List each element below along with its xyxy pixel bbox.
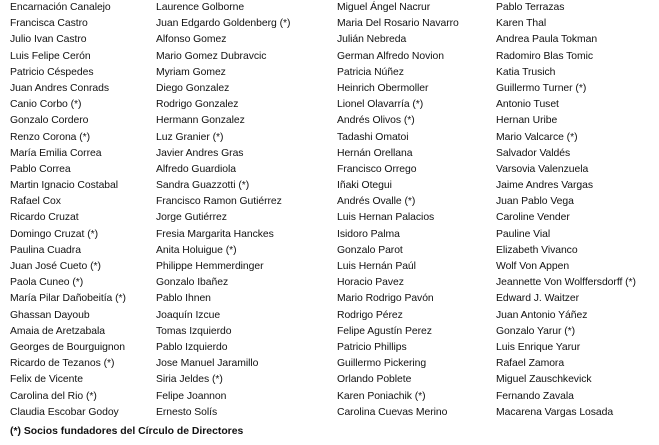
list-item: Karen Thal bbox=[496, 18, 547, 30]
list-item: Anita Holuigue (*) bbox=[156, 244, 237, 256]
list-item: Laurence Golborne bbox=[156, 2, 245, 13]
list-item: Rodrigo Gonzalez bbox=[156, 99, 239, 111]
list-item: Alfredo Guardiola bbox=[156, 163, 237, 175]
list-item: Jose Manuel Jaramillo bbox=[156, 358, 259, 370]
list-item: Francisca Castro bbox=[10, 18, 88, 30]
list-item: Pablo Correa bbox=[10, 163, 71, 175]
list-item: Ghassan Dayoub bbox=[10, 309, 90, 321]
founders-footnote: (*) Socios fundadores del Círculo de Directores bbox=[10, 426, 244, 437]
list-item: Pauline Vial bbox=[496, 228, 551, 240]
list-item: Luis Felipe Cerón bbox=[10, 50, 91, 62]
list-item: Ricardo Cruzat bbox=[10, 212, 79, 224]
list-item: Varsovia Valenzuela bbox=[496, 163, 589, 175]
list-item: Juan Edgardo Goldenberg (*) bbox=[156, 18, 291, 30]
list-item: Hernán Orellana bbox=[337, 147, 413, 159]
list-item: Andrés Olivos (*) bbox=[337, 115, 415, 127]
list-item: Francisco Orrego bbox=[337, 163, 417, 175]
list-item: Fernando Zavala bbox=[496, 390, 574, 402]
list-item: Iñaki Otegui bbox=[337, 180, 392, 192]
list-item: Heinrich Obermoller bbox=[337, 82, 429, 94]
list-item: Philippe Hemmerdinger bbox=[156, 261, 264, 272]
list-item: Wolf Von Appen bbox=[496, 261, 570, 272]
list-item: Karen Poniachik (*) bbox=[337, 390, 426, 402]
list-item: Guillermo Pickering bbox=[337, 358, 427, 370]
list-item: Maria Del Rosario Navarro bbox=[337, 18, 459, 30]
list-item: Mario Valcarce (*) bbox=[496, 131, 578, 143]
list-item: Hermann Gonzalez bbox=[156, 115, 245, 127]
list-item: Luz Granier (*) bbox=[156, 131, 224, 143]
names-column-3 bbox=[337, 0, 495, 421]
list-item: Miguel Zauschkevick bbox=[496, 374, 592, 386]
list-item: Jeannette Von Wolffersdorff (*) bbox=[496, 277, 636, 289]
list-item: Caroline Vender bbox=[496, 212, 570, 224]
list-item: Tadashi Omatoi bbox=[337, 131, 409, 143]
list-item: Julio Ivan Castro bbox=[10, 34, 87, 46]
list-item: Julián Nebreda bbox=[337, 34, 407, 46]
names-column-1 bbox=[10, 0, 150, 421]
list-item: Francisco Ramon Gutiérrez bbox=[156, 196, 282, 208]
list-item: Juan Andres Conrads bbox=[10, 82, 109, 94]
list-item: Javier Andres Gras bbox=[156, 147, 244, 159]
list-item: Rodrigo Pérez bbox=[337, 309, 403, 321]
list-item: Katia Trusich bbox=[496, 66, 556, 78]
list-item: Ernesto Solís bbox=[156, 406, 218, 418]
list-item: Juan Antonio Yáñez bbox=[496, 309, 588, 321]
list-item: Georges de Bourguignon bbox=[10, 341, 126, 353]
list-item: Patricio Céspedes bbox=[10, 66, 94, 78]
list-item: Edward J. Waitzer bbox=[496, 293, 580, 305]
list-item: Fresia Margarita Hanckes bbox=[156, 228, 274, 240]
list-item: German Alfredo Novion bbox=[337, 50, 444, 62]
list-item: Rafael Zamora bbox=[496, 358, 565, 370]
list-item: María Emilia Correa bbox=[10, 147, 102, 159]
list-item: Claudia Escobar Godoy bbox=[10, 406, 119, 418]
list-item: Diego Gonzalez bbox=[156, 82, 230, 94]
list-item: Sandra Guazzotti (*) bbox=[156, 180, 250, 192]
list-item: Amaia de Aretzabala bbox=[10, 325, 105, 337]
list-item: Antonio Tuset bbox=[496, 99, 559, 111]
list-item: Horacio Pavez bbox=[337, 277, 404, 289]
list-item: Felipe Joannon bbox=[156, 390, 227, 402]
list-item: Felix de Vicente bbox=[10, 374, 83, 386]
list-item: Renzo Corona (*) bbox=[10, 131, 91, 143]
list-item: Pablo Terrazas bbox=[496, 2, 565, 13]
list-item: Juan José Cueto (*) bbox=[10, 261, 101, 272]
list-item: Joaquín Izcue bbox=[156, 309, 221, 321]
list-item: Ricardo de Tezanos (*) bbox=[10, 358, 115, 370]
list-item: Gonzalo Parot bbox=[337, 244, 403, 256]
list-item: Lionel Olavarría (*) bbox=[337, 99, 424, 111]
list-item: Paola Cuneo (*) bbox=[10, 277, 84, 289]
list-item: Domingo Cruzat (*) bbox=[10, 228, 99, 240]
list-item: Felipe Agustín Perez bbox=[337, 325, 432, 337]
list-item: Mario Rodrigo Pavón bbox=[337, 293, 434, 305]
list-item: Alfonso Gomez bbox=[156, 34, 227, 46]
list-item: María Pilar Dañobeitía (*) bbox=[10, 293, 126, 305]
list-item: Radomiro Blas Tomic bbox=[496, 50, 594, 62]
list-item: Canio Corbo (*) bbox=[10, 99, 82, 111]
list-item: Andrea Paula Tokman bbox=[496, 34, 598, 46]
names-column-2 bbox=[156, 0, 336, 421]
list-item: Andrés Ovalle (*) bbox=[337, 196, 416, 208]
list-item: Martin Ignacio Costabal bbox=[10, 180, 119, 192]
list-item: Isidoro Palma bbox=[337, 228, 400, 240]
list-item: Rafael Cox bbox=[10, 196, 61, 208]
list-item: Mario Gomez Dubravcic bbox=[156, 50, 267, 62]
list-item: Miguel Ángel Nacrur bbox=[337, 2, 431, 13]
list-item: Hernan Uribe bbox=[496, 115, 558, 127]
list-item: Elizabeth Vivanco bbox=[496, 244, 578, 256]
list-item: Jorge Gutiérrez bbox=[156, 212, 227, 224]
list-item: Gonzalo Yarur (*) bbox=[496, 325, 576, 337]
list-item: Luis Enrique Yarur bbox=[496, 341, 581, 353]
list-item: Carolina del Rio (*) bbox=[10, 390, 97, 402]
list-item: Patricia Núñez bbox=[337, 66, 404, 78]
list-item: Myriam Gomez bbox=[156, 66, 226, 78]
list-item: Tomas Izquierdo bbox=[156, 325, 232, 337]
list-item: Juan Pablo Vega bbox=[496, 196, 574, 208]
list-item: Luis Hernán Paúl bbox=[337, 261, 416, 272]
list-item: Orlando Poblete bbox=[337, 374, 412, 386]
list-item: Paulina Cuadra bbox=[10, 244, 81, 256]
list-item: Macarena Vargas Losada bbox=[496, 406, 614, 418]
list-item: Jaime Andres Vargas bbox=[496, 180, 594, 192]
list-item: Gonzalo Ibañez bbox=[156, 277, 229, 289]
list-item: Pablo Izquierdo bbox=[156, 341, 228, 353]
list-item: Salvador Valdés bbox=[496, 147, 571, 159]
list-item: Patricio Phillips bbox=[337, 341, 407, 353]
list-item: Luis Hernan Palacios bbox=[337, 212, 435, 224]
list-item: Siria Jeldes (*) bbox=[156, 374, 223, 386]
list-item: Gonzalo Cordero bbox=[10, 115, 89, 127]
list-item: Carolina Cuevas Merino bbox=[337, 406, 448, 418]
list-item: Guillermo Turner (*) bbox=[496, 82, 587, 94]
list-item: Pablo Ihnen bbox=[156, 293, 211, 305]
names-column-4 bbox=[496, 0, 659, 421]
list-item: Encarnación Canalejo bbox=[10, 2, 111, 13]
